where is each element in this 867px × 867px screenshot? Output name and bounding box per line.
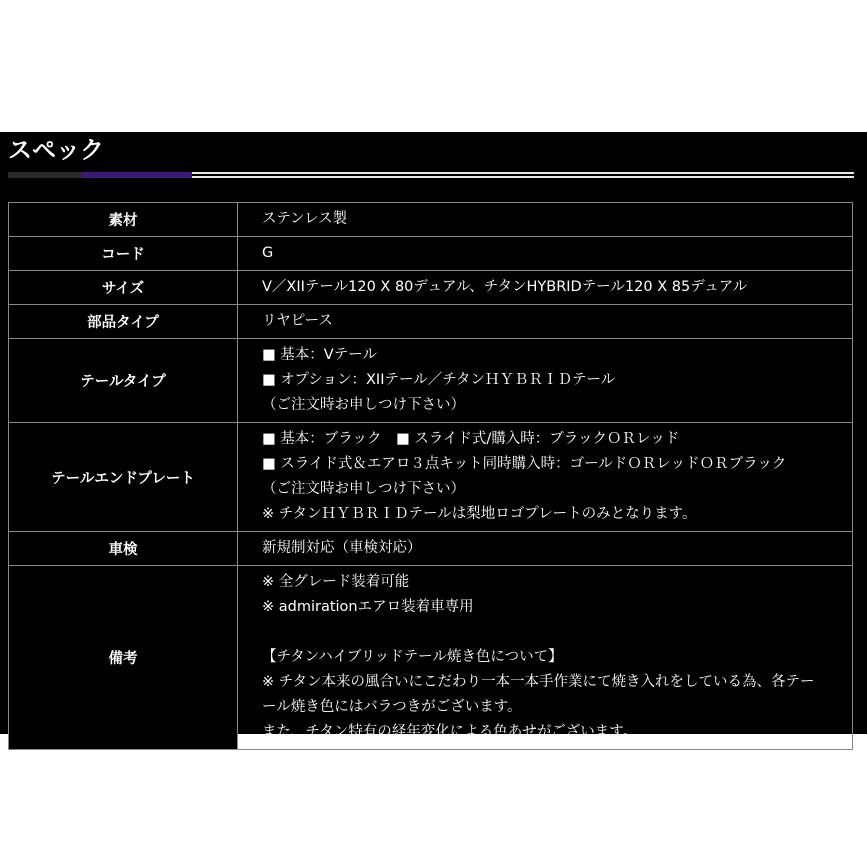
spec-row [9,203,853,237]
title-underline-line-top [192,172,854,174]
spec-value-line: 新規制対応（車検対応） [262,540,422,556]
spec-value [238,271,853,305]
spec-value-line: ステンレス製 [262,211,348,227]
spec-value [238,305,853,339]
section-title: スペック [8,136,104,164]
spec-row [9,271,853,305]
title-underline-line-bottom [192,176,854,178]
spec-table [8,202,853,750]
spec-value [238,339,853,423]
spec-value-line: （ご注文時お申しつけ下さい） [262,397,465,413]
spec-panel [0,132,867,740]
spec-value-line: ※ チタン本来の風合いにこだわり一本一本手作業にて焼き入れをしている為、各テー [262,674,815,690]
spec-value-line [262,620,852,645]
spec-label: サイズ [9,271,238,305]
spec-value-line: ※ admirationエアロ装着車専用 [262,599,474,615]
spec-row [9,305,853,339]
spec-value-line: ■ スライド式＆エアロ３点キット同時購入時：ゴールドＯＲレッドＯＲブラック [262,456,787,472]
spec-label: 素材 [9,203,238,237]
spec-row [9,339,853,423]
spec-value [238,532,853,566]
title-underline-dark [8,172,82,178]
spec-value-line: また、チタン特有の経年変化による色あせがございます。 [262,724,638,740]
spec-label: テールエンドプレート [9,423,238,532]
spec-value-line: 【チタンハイブリッドテール焼き色について】 [262,649,563,665]
spec-value-line: ール焼き色にはバラつきがございます。 [262,699,522,715]
spec-label: 車検 [9,532,238,566]
spec-row [9,423,853,532]
spec-value [238,566,853,750]
spec-label: テールタイプ [9,339,238,423]
spec-value-line: G [262,245,274,261]
spec-row [9,237,853,271]
title-underline-accent [82,172,192,178]
spec-row [9,532,853,566]
spec-value-line: ■ 基本：Vテール [262,347,377,363]
spec-value-line: ※ 全グレード装着可能 [262,574,410,590]
spec-value-line: ■ オプション：XIIテール／チタンＨＹＢＲＩＤテール [262,372,616,388]
spec-label: 部品タイプ [9,305,238,339]
spec-value [238,423,853,532]
spec-value-line: V／XIIテール120 X 80デュアル、チタンHYBRIDテール120 X 85デュアル [262,279,748,295]
spec-value [238,203,853,237]
spec-value-line: （ご注文時お申しつけ下さい） [262,481,465,497]
spec-value [238,237,853,271]
spec-label: 備考 [9,566,238,750]
spec-value-line: リヤピース [262,313,333,329]
spec-value-line: ■ 基本：ブラック ■ スライド式/購入時：ブラックＯＲレッド [262,431,680,447]
spec-label: コード [9,237,238,271]
spec-row [9,566,853,750]
spec-value-line: ※ チタンＨＹＢＲＩＤテールは梨地ロゴプレートのみとなります。 [262,506,697,522]
